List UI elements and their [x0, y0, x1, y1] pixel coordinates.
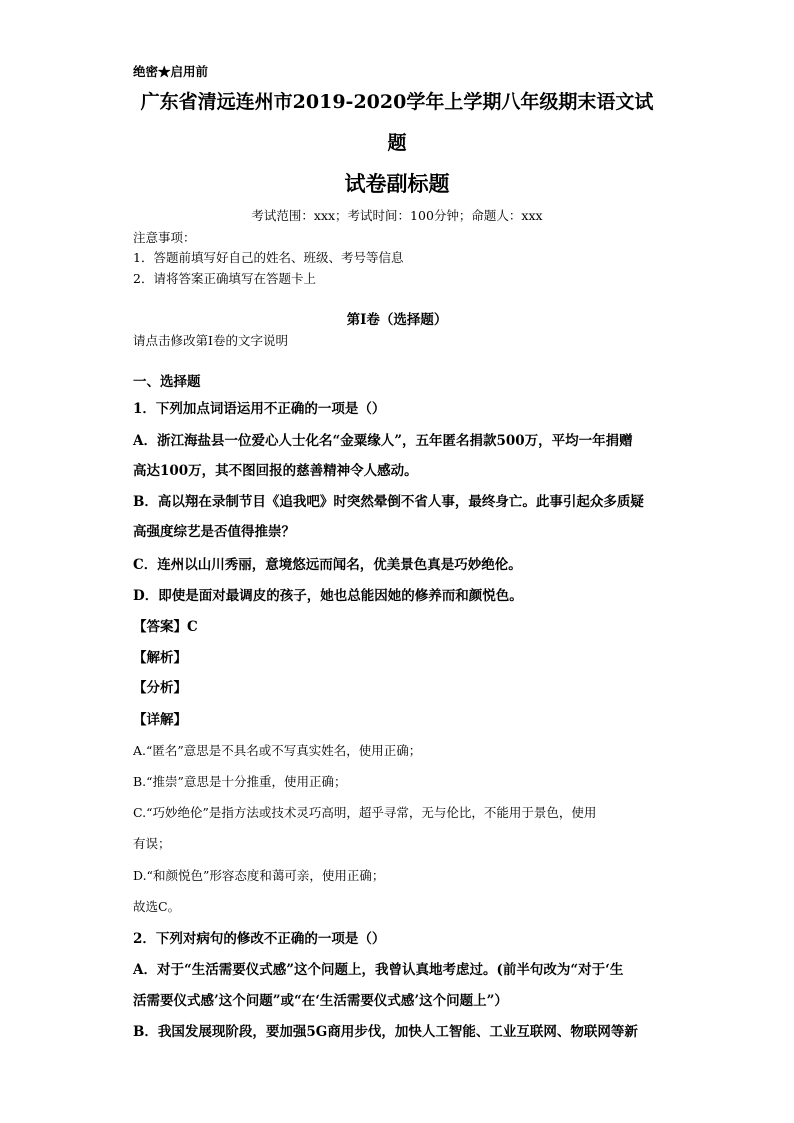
q1-detail: D.“和颜悦色”形容态度和蔼可亲，使用正确； — [133, 868, 385, 883]
q2-option: 活需要仪式感’这个问题”或“在‘生活需要仪式感’这个问题上”） — [133, 993, 508, 1009]
q2-option: B．我国发展现阶段，要加强5G商用步伐，加快人工智能、工业互联网、物联网等新 — [133, 1024, 638, 1040]
q1-detail-label: 【详解】 — [133, 712, 187, 728]
notice-heading: 注意事项： — [133, 230, 196, 245]
q1-option: C．连州以山川秀丽，意境悠远而闻名，优美景色真是巧妙绝伦。 — [133, 557, 522, 573]
q2-stem: 2．下列对病句的修改不正确的一项是（） — [133, 931, 386, 947]
q1-stem: 1．下列加点词语运用不正确的一项是（） — [133, 401, 386, 417]
q1-detail: B.“推崇”意思是十分推重，使用正确； — [133, 774, 347, 789]
section-title: 一、选择题 — [133, 374, 201, 390]
q1-option: B．高以翔在录制节目《追我吧》时突然晕倒不省人事，最终身亡。此事引起众多质疑 — [133, 494, 644, 510]
exam-info: 考试范围：xxx；考试时间：100分钟；命题人：xxx — [251, 208, 543, 223]
q1-option: A．浙江海盐县一位爱心人士化名“金粟缘人”，五年匿名捐款500万，平均一年捐赠 — [133, 433, 633, 449]
secret-label: 绝密★启用前 — [133, 64, 209, 79]
notice-item: 2．请将答案正确填写在答题卡上 — [133, 271, 316, 286]
q1-detail: 有误； — [133, 836, 171, 851]
q1-detail: 故选C。 — [133, 899, 181, 914]
exam-title-line1: 广东省清远连州市2019-2020学年上学期八年级期末语文试 — [140, 91, 654, 113]
volume-title: 第I卷（选择题） — [346, 312, 448, 328]
q2-option: A．对于“生活需要仪式感”这个问题上，我曾认真地考虑过。(前半句改为“对于‘生 — [133, 962, 624, 978]
q1-detail: C.“巧妙绝伦”是指方法或技术灵巧高明，超乎寻常，无与伦比，不能用于景色，使用 — [133, 805, 597, 820]
q1-option: D．即使是面对最调皮的孩子，她也总能因她的修养而和颜悦色。 — [133, 588, 523, 604]
q1-fenxi: 【分析】 — [133, 680, 187, 696]
notice-item: 1．答题前填写好自己的姓名、班级、考号等信息 — [133, 250, 404, 265]
q1-analysis: 【解析】 — [133, 650, 187, 666]
volume-note: 请点击修改第I卷的文字说明 — [133, 333, 288, 348]
q1-detail: A.“匿名”意思是不具名或不写真实姓名，使用正确； — [133, 743, 422, 758]
q1-answer: 【答案】C — [133, 619, 198, 635]
q1-option: 高达100万，其不图回报的慈善精神令人感动。 — [133, 463, 418, 479]
exam-title-line2: 题 — [387, 132, 407, 154]
q1-option: 高强度综艺是否值得推崇？ — [133, 524, 295, 540]
exam-subtitle: 试卷副标题 — [344, 171, 450, 196]
